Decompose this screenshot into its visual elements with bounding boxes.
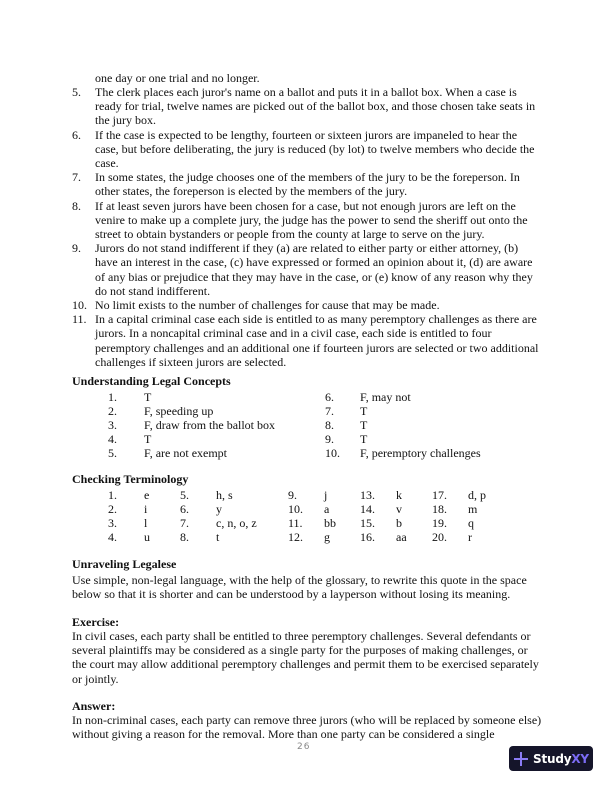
term-value: b xyxy=(396,516,402,530)
list-item xyxy=(72,241,542,298)
answer-number: 6. xyxy=(325,390,334,404)
answer-number: 2. xyxy=(108,404,117,418)
term-number: 13. xyxy=(360,488,375,502)
answer-number: 7. xyxy=(325,404,334,418)
list-item xyxy=(72,298,542,312)
section-heading-legalese: Unraveling Legalese xyxy=(72,557,177,571)
term-number: 8. xyxy=(180,530,189,544)
term-value: v xyxy=(396,502,402,516)
answer-label: Answer: xyxy=(72,699,116,713)
term-value: y xyxy=(216,502,222,516)
term-number: 18. xyxy=(432,502,447,516)
item-text: If the case is expected to be lengthy, fourteen or sixteen jurors are impaneled to hear the case, but before deliberating, the jury is reduced (by lot) to twelve members who decide the case. xyxy=(95,127,535,171)
term-value: l xyxy=(144,516,148,530)
section-heading-terminology: Checking Terminology xyxy=(72,472,189,486)
item-text: The clerk places each juror's name on a ballot and puts it in a ballot box. When a case is ready for trial, twelve names are picked out of the ballot box, and those chosen take seats in the jury box. xyxy=(95,85,536,128)
term-value: m xyxy=(468,502,478,516)
studyxy-badge[interactable] xyxy=(509,746,593,771)
item-number: 7. xyxy=(72,170,81,185)
answer-number: 4. xyxy=(108,432,117,446)
term-number: 7. xyxy=(180,516,189,530)
answer-value: F, speeding up xyxy=(144,404,214,418)
brand-accent: XY xyxy=(571,751,589,766)
answer-value: T xyxy=(360,432,368,446)
term-value: d, p xyxy=(468,488,486,502)
term-number: 15. xyxy=(360,516,375,530)
list-item xyxy=(72,170,542,198)
plus-icon xyxy=(514,752,528,766)
item-number: 8. xyxy=(72,198,81,213)
term-number: 9. xyxy=(288,488,297,502)
term-value: aa xyxy=(396,530,407,544)
term-value: bb xyxy=(324,516,336,530)
continuation-line: one day or one trial and no longer. xyxy=(95,71,260,85)
term-value: r xyxy=(468,530,472,544)
answer-value: T xyxy=(144,390,152,404)
answer-text: In non-criminal cases, each party can remove three jurors (who will be replaced by someone else) without giving a reason for the removal. More than one party can be considered a single xyxy=(72,713,542,742)
term-number: 2. xyxy=(108,502,117,516)
term-value: g xyxy=(324,530,330,544)
page-number: 26 xyxy=(297,742,311,752)
term-value: j xyxy=(324,488,328,502)
list-item xyxy=(72,199,542,242)
list-item xyxy=(72,85,542,128)
term-value: h, s xyxy=(216,488,233,502)
answer-value: T xyxy=(360,404,368,418)
term-value: u xyxy=(144,530,150,544)
item-number: 5. xyxy=(72,85,81,99)
term-number: 11. xyxy=(288,516,303,530)
answer-number: 10. xyxy=(325,446,340,460)
term-value: t xyxy=(216,530,220,544)
list-item xyxy=(72,312,542,369)
item-text: In some states, the judge chooses one of the members of the jury to be the foreperson. In other states, the foreperson is elected by the members of the jury. xyxy=(95,170,520,199)
answer-value: F, may not xyxy=(360,390,411,404)
answer-value: T xyxy=(144,432,152,446)
term-number: 10. xyxy=(288,502,303,516)
brand-main: Study xyxy=(533,751,572,766)
term-number: 6. xyxy=(180,502,189,516)
item-number: 11. xyxy=(72,312,87,327)
answer-value: F, draw from the ballot box xyxy=(144,418,276,432)
term-number: 12. xyxy=(288,530,303,544)
term-number: 16. xyxy=(360,530,375,544)
term-number: 1. xyxy=(108,488,117,502)
exercise-label: Exercise: xyxy=(72,615,120,629)
numbered-answer-list xyxy=(72,85,542,369)
item-number: 10. xyxy=(72,298,87,313)
item-text: Jurors do not stand indifferent if they (a) are related to either party or either attorney, (b) have an interest in the case, (c) have expressed or formed an opinion about it, (d) are aware of any bias or prejudice that they may have in the case, or (e) know of any reason why they do not stand indifferent. xyxy=(95,241,533,298)
item-text: If at least seven jurors have been chosen for a case, but not enough jurors are left on the venire to make up a complete jury, the judge has the power to send the sheriff out onto the street to obtain bystanders or people from the county at large to serve on the jury. xyxy=(95,198,528,242)
legalese-instructions: Use simple, non-legal language, with the help of the glossary, to rewrite this quote in the space below so that it is shorter and can be understood by a layperson without losing its meaning. xyxy=(72,573,527,602)
answer-number: 9. xyxy=(325,432,334,446)
term-number: 17. xyxy=(432,488,447,502)
section-heading-understanding: Understanding Legal Concepts xyxy=(72,374,231,388)
answer-value: T xyxy=(360,418,368,432)
term-number: 20. xyxy=(432,530,447,544)
exercise-text: In civil cases, each party shall be entitled to three peremptory challenges. Several defendants or several plaintiffs may be considered as a single party for the purposes of making challenges, or the court may allow additional peremptory challenges and permit them to be exercised separately or jointly. xyxy=(72,629,539,686)
answer-number: 1. xyxy=(108,390,117,404)
answer-value: F, peremptory challenges xyxy=(360,446,481,460)
term-number: 3. xyxy=(108,516,117,530)
item-number: 9. xyxy=(72,241,81,256)
term-value: i xyxy=(144,502,148,516)
item-number: 6. xyxy=(72,127,81,142)
list-item xyxy=(72,128,542,171)
term-number: 14. xyxy=(360,502,375,516)
term-value: q xyxy=(468,516,474,530)
brand-name xyxy=(533,752,589,766)
answer-number: 5. xyxy=(108,446,117,460)
term-value: k xyxy=(396,488,402,502)
answer-number: 3. xyxy=(108,418,117,432)
term-value: a xyxy=(324,502,330,516)
term-number: 19. xyxy=(432,516,447,530)
term-number: 4. xyxy=(108,530,117,544)
answer-number: 8. xyxy=(325,418,334,432)
term-value: e xyxy=(144,488,150,502)
item-text: No limit exists to the number of challenges for cause that may be made. xyxy=(95,298,440,313)
term-number: 5. xyxy=(180,488,189,502)
answer-value: F, are not exempt xyxy=(144,446,228,460)
term-value: c, n, o, z xyxy=(216,516,257,530)
item-text: In a capital criminal case each side is entitled to as many peremptory challenges as there are jurors. In a noncapital criminal case and in a civil case, each side is entitled to four peremptory challenges and an additional one if fourteen jurors are selected or two additional challenges if sixteen jurors are selected. xyxy=(95,312,539,369)
